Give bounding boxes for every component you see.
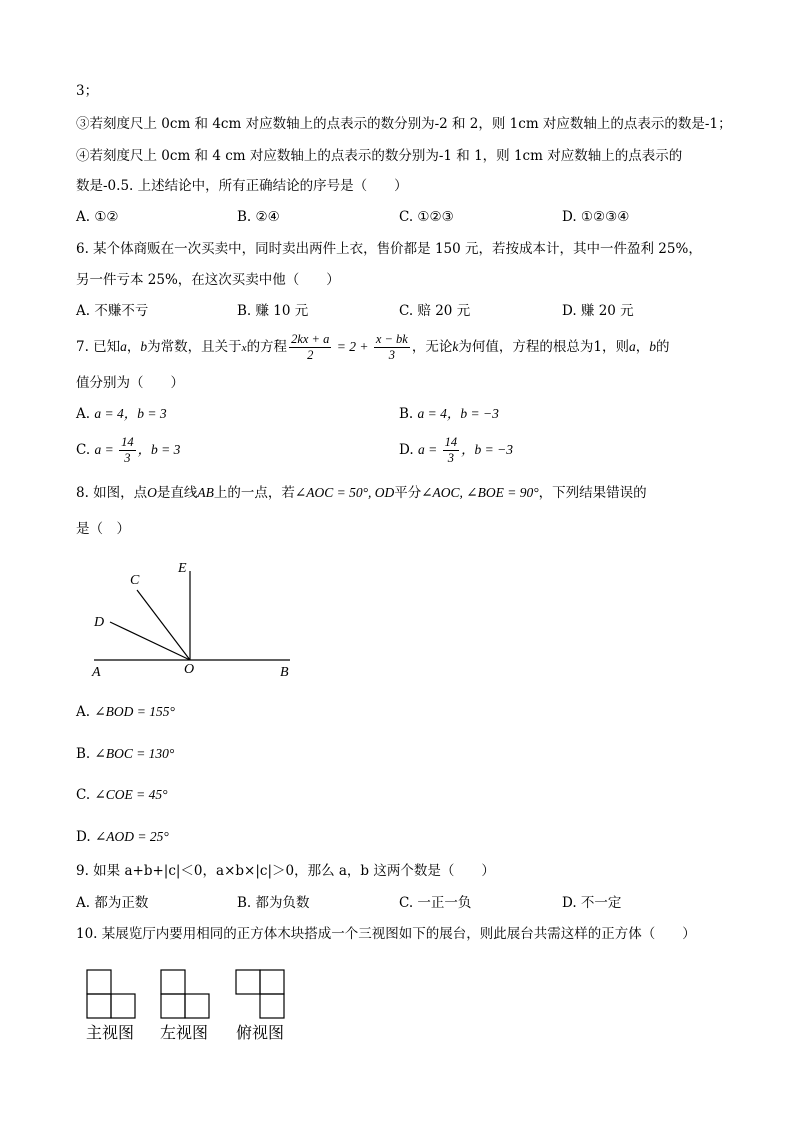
q9-option-c: C. 一正一负 [399, 895, 472, 911]
q7-text: 为何值，方程的根总为 [458, 339, 594, 355]
q7-sep: ， [635, 339, 650, 355]
q9-option-a: A. 都为正数 [76, 895, 149, 911]
option-label: B. [76, 746, 95, 762]
q8-text: ，下列结果错误的 [538, 485, 647, 501]
q7-var-a: a [120, 339, 127, 354]
fraction-denominator: 3 [124, 451, 131, 465]
label-b: B [280, 665, 289, 680]
q7-fraction-1-denominator: 2 [307, 348, 314, 362]
question-7-stem-line2: 值分别为（ ） [76, 375, 184, 391]
view-label-front: 主视图 [86, 1023, 135, 1042]
label-d: D [94, 615, 105, 630]
q9-option-b: B. 都为负数 [237, 895, 310, 911]
question-6-stem: 6. 某个体商贩在一次买卖中，同时卖出两件上衣，售价都是 150 元，若按成本计，其中一件盈利 25%， [76, 241, 702, 257]
q8-text: 上的一点，若 [213, 485, 295, 501]
option-value: ，b = −3 [461, 442, 514, 457]
q7-var-a: a [628, 339, 636, 354]
option-value: a = [94, 442, 118, 457]
q8-line-ab: AB [197, 485, 214, 500]
q9-option-d: D. 不一定 [562, 895, 622, 911]
q7-text: 为常数，且关于 [147, 339, 242, 355]
q5-option-b: B. ②④ [237, 209, 280, 225]
q8-option-a [76, 703, 175, 721]
fraction-denominator: 3 [447, 451, 454, 465]
ray-od [110, 622, 190, 660]
label-a: A [92, 665, 101, 680]
option-value: ∠COE = 45° [94, 787, 168, 802]
q7-text: ，则 [601, 339, 629, 355]
option-label: C. [76, 442, 95, 458]
option-value: ∠AOD = 25° [94, 829, 169, 844]
label-e: E [178, 561, 187, 576]
label-o: O [184, 662, 195, 677]
fraction-numerator: 14 [121, 435, 134, 449]
q7-text: 的方程 [246, 339, 288, 355]
q7-var-b: b [140, 339, 148, 354]
q7-sep: ， [126, 339, 141, 355]
q7-fraction-1-numerator: 2kx + a [291, 332, 330, 346]
q6-option-a: A. 不赚不亏 [76, 303, 149, 319]
q5-option-a: A. ①② [76, 209, 119, 225]
option-label: C. [76, 787, 95, 803]
label-c: C [130, 573, 140, 588]
q7-text: 的 [655, 339, 670, 355]
option-value: a = 4，b = −3 [417, 406, 499, 421]
q7-var-b: b [649, 339, 656, 354]
fraction-numerator: 14 [444, 435, 458, 449]
q8-text: 是直线 [156, 485, 198, 501]
q8-text: 平分 [394, 485, 422, 501]
question-6-stem-line2: 另一件亏本 25%，在这次买卖中他（ ） [76, 272, 340, 288]
option-value: ∠BOD = 155° [94, 704, 175, 719]
q7-fraction-2-numerator: x − bk [375, 332, 408, 346]
option-value: a = 4，b = 3 [94, 406, 167, 421]
option-value: a = [417, 442, 441, 457]
q8-option-b [76, 745, 174, 763]
view-label-left: 左视图 [160, 1023, 209, 1042]
q8-condition: ∠AOC = 50°, OD [294, 485, 395, 500]
q5-option-d: D. ①②③④ [562, 209, 630, 225]
q7-text: 7. 已知 [76, 339, 121, 355]
option-label: D. [76, 829, 95, 845]
question-5-stem: 数是-0.5. 上述结论中，所有正确结论的序号是（ ） [76, 178, 408, 194]
q8-condition: ∠AOC, ∠BOE = 90° [421, 485, 539, 500]
ray-oc [137, 590, 190, 660]
question-9-stem: 9. 如果 a+b+|c|＜0，a×b×|c|＞0，那么 a，b 这两个数是（ ） [76, 863, 495, 879]
question-10-stem: 10. 某展览厅内要用相同的正方体木块搭成一个三视图如下的展台，则此展台共需这样的正方体（ ） [76, 926, 696, 942]
q8-option-d [76, 828, 169, 846]
q7-var-k: k [452, 339, 459, 354]
option-label: B. [399, 406, 418, 422]
question-8-stem-line2: 是（ ） [76, 521, 130, 537]
q6-option-c: C. 赔 20 元 [399, 303, 471, 319]
option-label: A. [76, 406, 95, 422]
option-value: ∠BOC = 130° [94, 746, 175, 761]
q5-option-c: C. ①②③ [399, 209, 454, 225]
option-value: ，b = 3 [137, 442, 181, 457]
q7-fraction-2-denominator: 3 [388, 348, 395, 362]
q7-var-x: x [241, 342, 247, 354]
text-line: 3； [76, 83, 99, 99]
q6-option-b: B. 赚 10 元 [237, 303, 309, 319]
q7-equals: = 2 + [333, 339, 372, 354]
statement-4: ④若刻度尺上 0cm 和 4 cm 对应数轴上的点表示的数分别为-1 和 1，则 1cm 对应数轴上的点表示的 [76, 148, 683, 164]
option-label: A. [76, 704, 95, 720]
statement-3: ③若刻度尺上 0cm 和 4cm 对应数轴上的点表示的数分别为-2 和 2，则 1cm 对应数轴上的点表示的数是-1； [76, 116, 732, 132]
view-label-top: 俯视图 [236, 1023, 285, 1042]
q8-option-c [76, 786, 168, 804]
q7-number: 1 [593, 339, 602, 355]
q7-text: ，无论 [411, 339, 453, 355]
q8-point-o: O [147, 485, 157, 500]
q6-option-d: D. 赚 20 元 [562, 303, 634, 319]
option-label: D. [399, 442, 418, 458]
q8-text: 8. 如图，点 [76, 485, 148, 501]
